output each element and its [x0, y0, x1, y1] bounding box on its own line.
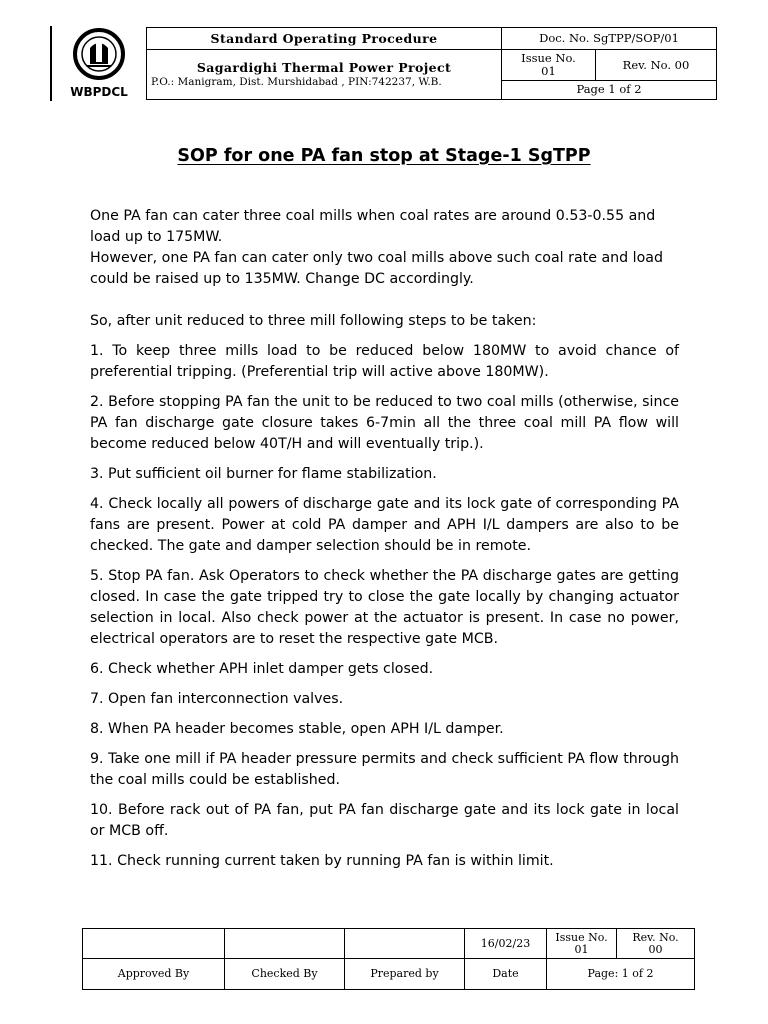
- header-table: [146, 27, 717, 100]
- footer-rev-value: 00: [648, 942, 663, 956]
- footer-page: Page: 1 of 2: [547, 959, 695, 990]
- wbpdcl-logo: [52, 24, 146, 100]
- checked-sign-cell: [225, 929, 345, 959]
- step-item: 5. Stop PA fan. Ask Operators to check whether the PA discharge gates are getting closed. In case the gate tripped try to close the gate locally by changing actuator selection in local. Also check power at the actuator is present. In case no power, electrical operators are to reset the respective gate MCB.: [90, 568, 679, 647]
- step-item: 4. Check locally all powers of discharge gate and its lock gate of corresponding PA fans are present. Power at cold PA damper and APH I/L dampers are also to be checked. The gate and damper selection should be in remote.: [90, 496, 679, 554]
- footer-issue-value: 01: [574, 942, 589, 956]
- step-item: 3. Put sufficient oil burner for flame stabilization.: [90, 466, 437, 482]
- doc-number: Doc. No. SgTPP/SOP/01: [502, 28, 717, 50]
- checked-by-label: Checked By: [225, 959, 345, 990]
- step-item: 2. Before stopping PA fan the unit to be reduced to two coal mills (otherwise, since PA fan discharge gate closure takes 6-7min all the three coal mill PA flow will become reduced below 40T/H and will eventually trip.).: [90, 394, 679, 452]
- step-item: 1. To keep three mills load to be reduced below 180MW to avoid chance of preferential tripping. (Preferential trip will active above 180MW).: [90, 343, 679, 380]
- footer-rev-label: Rev. No.: [632, 930, 679, 944]
- sop-label: Standard Operating Procedure: [147, 28, 502, 50]
- intro-paragraph: One PA fan can cater three coal mills when coal rates are around 0.53-0.55 and load up to 175MW.: [90, 208, 656, 245]
- footer-issue-cell: [547, 929, 617, 959]
- logo-text: WBPDCL: [70, 85, 128, 99]
- document-body: [90, 206, 679, 872]
- footer-rev-cell: [617, 929, 695, 959]
- step-item: 9. Take one mill if PA header pressure permits and check sufficient PA flow through the coal mills could be established.: [90, 751, 679, 788]
- approved-by-label: Approved By: [83, 959, 225, 990]
- prepared-by-label: Prepared by: [345, 959, 465, 990]
- rev-number: Rev. No. 00: [596, 50, 717, 80]
- document-title: SOP for one PA fan stop at Stage-1 SgTPP: [177, 146, 591, 166]
- lead-sentence: So, after unit reduced to three mill following steps to be taken:: [90, 313, 537, 329]
- project-cell: [147, 50, 502, 100]
- footer-issue-label: Issue No.: [555, 930, 608, 944]
- project-address: P.O.: Manigram, Dist. Murshidabad , PIN:742237, W.B.: [151, 75, 442, 88]
- step-item: 6. Check whether APH inlet damper gets closed.: [90, 661, 434, 677]
- date-value: 16/02/23: [465, 929, 547, 959]
- intro-paragraph: However, one PA fan can cater only two coal mills above such coal rate and load could be raised up to 135MW. Change DC accordingly.: [90, 250, 663, 287]
- step-item: 11. Check running current taken by running PA fan is within limit.: [90, 853, 554, 869]
- issue-label: Issue No.: [521, 51, 576, 65]
- prepared-sign-cell: [345, 929, 465, 959]
- issue-value: 01: [541, 64, 556, 78]
- date-label: Date: [465, 959, 547, 990]
- approved-sign-cell: [83, 929, 225, 959]
- page-number: Page 1 of 2: [502, 80, 717, 99]
- signature-table: [82, 928, 695, 990]
- project-name: Sagardighi Thermal Power Project: [196, 59, 452, 75]
- step-item: 8. When PA header becomes stable, open APH I/L damper.: [90, 721, 504, 737]
- issue-cell: [502, 50, 596, 80]
- step-item: 7. Open fan interconnection valves.: [90, 691, 344, 707]
- step-item: 10. Before rack out of PA fan, put PA fan discharge gate and its lock gate in local or MCB off.: [90, 802, 679, 839]
